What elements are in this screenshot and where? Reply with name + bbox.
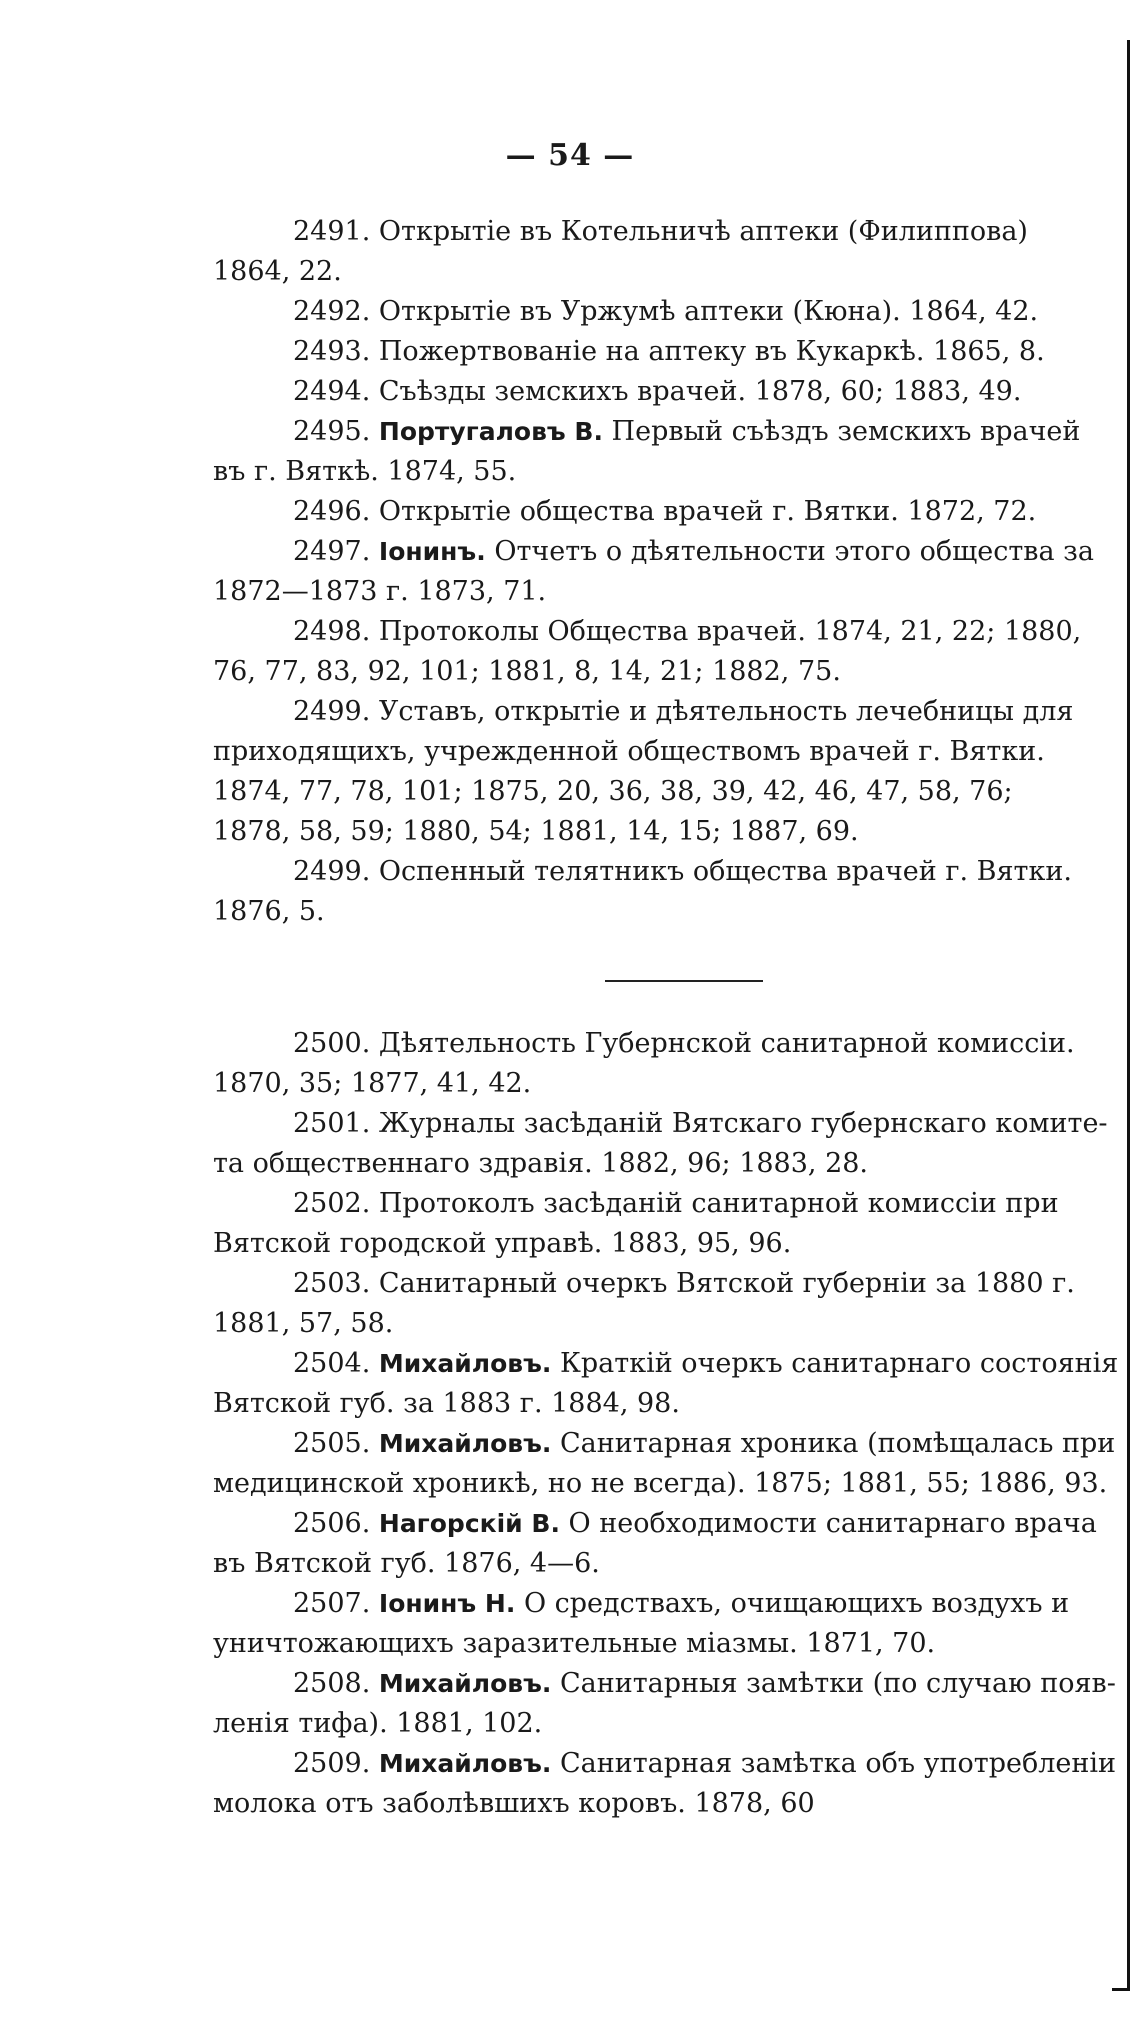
- entry-text: Санитарная хроника (помѣщалась при: [559, 1428, 1116, 1459]
- entry-number: 2498.: [293, 616, 371, 647]
- entry-number: 2503.: [293, 1268, 371, 1299]
- entry-author: Михайловъ.: [378, 1429, 552, 1458]
- entry-text: приходящихъ, учрежденной обществомъ врачей г. Вятки.: [213, 736, 1045, 767]
- entry-text: медицинской хроникѣ, но не всегда). 1875; 1881, 55; 1886, 93.: [213, 1468, 1108, 1499]
- entry-line: [213, 732, 1127, 772]
- entry-line: [213, 1344, 1127, 1384]
- entry-line: [213, 412, 1127, 452]
- entry-line: [213, 1784, 1127, 1824]
- entry-text: Вятской городской управѣ. 1883, 95, 96.: [213, 1228, 792, 1259]
- bibliography-body: [213, 212, 1127, 1824]
- entry-number: 2495.: [293, 416, 371, 447]
- page-edge-foot: [1112, 1988, 1130, 1991]
- entry-text: 76, 77, 83, 92, 101; 1881, 8, 14, 21; 1882, 75.: [213, 656, 841, 687]
- entry-line: [213, 1704, 1127, 1744]
- entry-text: О средствахъ, очищающихъ воздухъ и: [523, 1588, 1070, 1619]
- entry-number: 2492.: [293, 296, 371, 327]
- entry-author: Михайловъ.: [378, 1349, 552, 1378]
- entry-line: [213, 1264, 1127, 1304]
- entry-text: Открытіе въ Уржумѣ аптеки (Кюна). 1864, 42.: [378, 296, 1039, 327]
- entry-author: Михайловъ.: [378, 1749, 552, 1778]
- entry-text: Оспенный телятникъ общества врачей г. Вятки.: [378, 856, 1072, 887]
- entry-line: [213, 1584, 1127, 1624]
- entry-text: Съѣзды земскихъ врачей. 1878, 60; 1883, 49.: [378, 376, 1022, 407]
- entry-line: [213, 1504, 1127, 1544]
- entry-text: въ Вятской губ. 1876, 4—6.: [213, 1548, 600, 1579]
- entry-text: 1878, 58, 59; 1880, 54; 1881, 14, 15; 1887, 69.: [213, 816, 859, 847]
- entry-line: [213, 812, 1127, 852]
- entry-number: 2502.: [293, 1188, 371, 1219]
- entry-text: Первый съѣздъ земскихъ врачей: [611, 416, 1081, 447]
- entry-number: 2500.: [293, 1028, 371, 1059]
- entry-text: Открытіе общества врачей г. Вятки. 1872, 72.: [378, 496, 1037, 527]
- entry-list-sanitary: [213, 1024, 1127, 1824]
- entry-line: [213, 1464, 1127, 1504]
- entry-author: Іонинъ.: [378, 537, 486, 566]
- page-edge-line: [1127, 40, 1130, 1990]
- entry-line: [213, 1304, 1127, 1344]
- page-number: — 54 —: [505, 138, 635, 173]
- entry-text: Открытіе въ Котельничѣ аптеки (Филиппова): [378, 216, 1028, 247]
- entry-number: 2491.: [293, 216, 371, 247]
- entry-line: [213, 452, 1127, 492]
- entry-line: [213, 1184, 1127, 1224]
- entry-text: Санитарная замѣтка объ употребленіи: [559, 1748, 1116, 1779]
- entry-number: 2494.: [293, 376, 371, 407]
- entry-text: 1870, 35; 1877, 41, 42.: [213, 1068, 532, 1099]
- entry-line: [213, 652, 1127, 692]
- entry-number: 2497.: [293, 536, 371, 567]
- entry-line: [213, 532, 1127, 572]
- entry-line: [213, 1664, 1127, 1704]
- entry-text: Дѣятельность Губернской санитарной комиссіи.: [378, 1028, 1075, 1059]
- entry-text: Вятской губ. за 1883 г. 1884, 98.: [213, 1388, 680, 1419]
- entry-text: 1881, 57, 58.: [213, 1308, 394, 1339]
- entry-line: [213, 492, 1127, 532]
- entry-number: 2501.: [293, 1108, 371, 1139]
- entry-text: Протоколы Общества врачей. 1874, 21, 22; 1880,: [378, 616, 1082, 647]
- entry-text: Журналы засѣданій Вятскаго губернскаго комите-: [378, 1108, 1108, 1139]
- entry-line: [213, 212, 1127, 252]
- entry-author: Михайловъ.: [378, 1669, 552, 1698]
- entry-number: 2508.: [293, 1668, 371, 1699]
- entry-number: 2493.: [293, 336, 371, 367]
- entry-line: [213, 372, 1127, 412]
- entry-line: [213, 612, 1127, 652]
- entry-text: Краткій очеркъ санитарнаго состоянія: [559, 1348, 1119, 1379]
- entry-text: Санитарныя замѣтки (по случаю появ-: [559, 1668, 1116, 1699]
- entry-line: [213, 1224, 1127, 1264]
- entry-line: [213, 772, 1127, 812]
- entry-author: Нагорскій В.: [378, 1509, 560, 1538]
- entry-text: 1864, 22.: [213, 256, 342, 287]
- entry-author: Португаловъ В.: [378, 417, 603, 446]
- entry-line: [213, 852, 1127, 892]
- entry-text: молока отъ заболѣвшихъ коровъ. 1878, 60: [213, 1788, 815, 1819]
- entry-number: 2506.: [293, 1508, 371, 1539]
- entry-number: 2505.: [293, 1428, 371, 1459]
- section-divider: [605, 980, 763, 982]
- entry-list-medical: [213, 212, 1127, 932]
- entry-number: 2504.: [293, 1348, 371, 1379]
- entry-line: [213, 1144, 1127, 1184]
- entry-number: 2499.: [293, 856, 371, 887]
- entry-line: [213, 572, 1127, 612]
- entry-line: [213, 332, 1127, 372]
- entry-line: [213, 1104, 1127, 1144]
- entry-text: уничтожающихъ заразительные міазмы. 1871, 70.: [213, 1628, 936, 1659]
- entry-number: 2496.: [293, 496, 371, 527]
- entry-number: 2509.: [293, 1748, 371, 1779]
- entry-line: [213, 1384, 1127, 1424]
- entry-author: Іонинъ Н.: [378, 1589, 516, 1618]
- entry-text: Пожертвованіе на аптеку въ Кукаркѣ. 1865, 8.: [378, 336, 1045, 367]
- entry-text: О необходимости санитарнаго врача: [568, 1508, 1097, 1539]
- entry-line: [213, 1424, 1127, 1464]
- entry-line: [213, 892, 1127, 932]
- entry-text: въ г. Вяткѣ. 1874, 55.: [213, 456, 517, 487]
- entry-text: 1876, 5.: [213, 896, 325, 927]
- entry-text: Отчетъ о дѣятельности этого общества за: [494, 536, 1094, 567]
- entry-line: [213, 1064, 1127, 1104]
- entry-line: [213, 1544, 1127, 1584]
- entry-text: Санитарный очеркъ Вятской губерніи за 1880 г.: [378, 1268, 1075, 1299]
- entry-line: [213, 692, 1127, 732]
- entry-text: 1872—1873 г. 1873, 71.: [213, 576, 547, 607]
- entry-number: 2499.: [293, 696, 371, 727]
- entry-line: [213, 1024, 1127, 1064]
- entry-text: 1874, 77, 78, 101; 1875, 20, 36, 38, 39, 42, 46, 47, 58, 76;: [213, 776, 1013, 807]
- entry-number: 2507.: [293, 1588, 371, 1619]
- entry-text: Уставъ, открытіе и дѣятельность лечебницы для: [378, 696, 1074, 727]
- entry-line: [213, 252, 1127, 292]
- entry-text: Протоколъ засѣданій санитарной комиссіи при: [378, 1188, 1059, 1219]
- entry-line: [213, 292, 1127, 332]
- entry-line: [213, 1624, 1127, 1664]
- entry-line: [213, 1744, 1127, 1784]
- entry-text: та общественнаго здравія. 1882, 96; 1883, 28.: [213, 1148, 869, 1179]
- entry-text: ленія тифа). 1881, 102.: [213, 1708, 543, 1739]
